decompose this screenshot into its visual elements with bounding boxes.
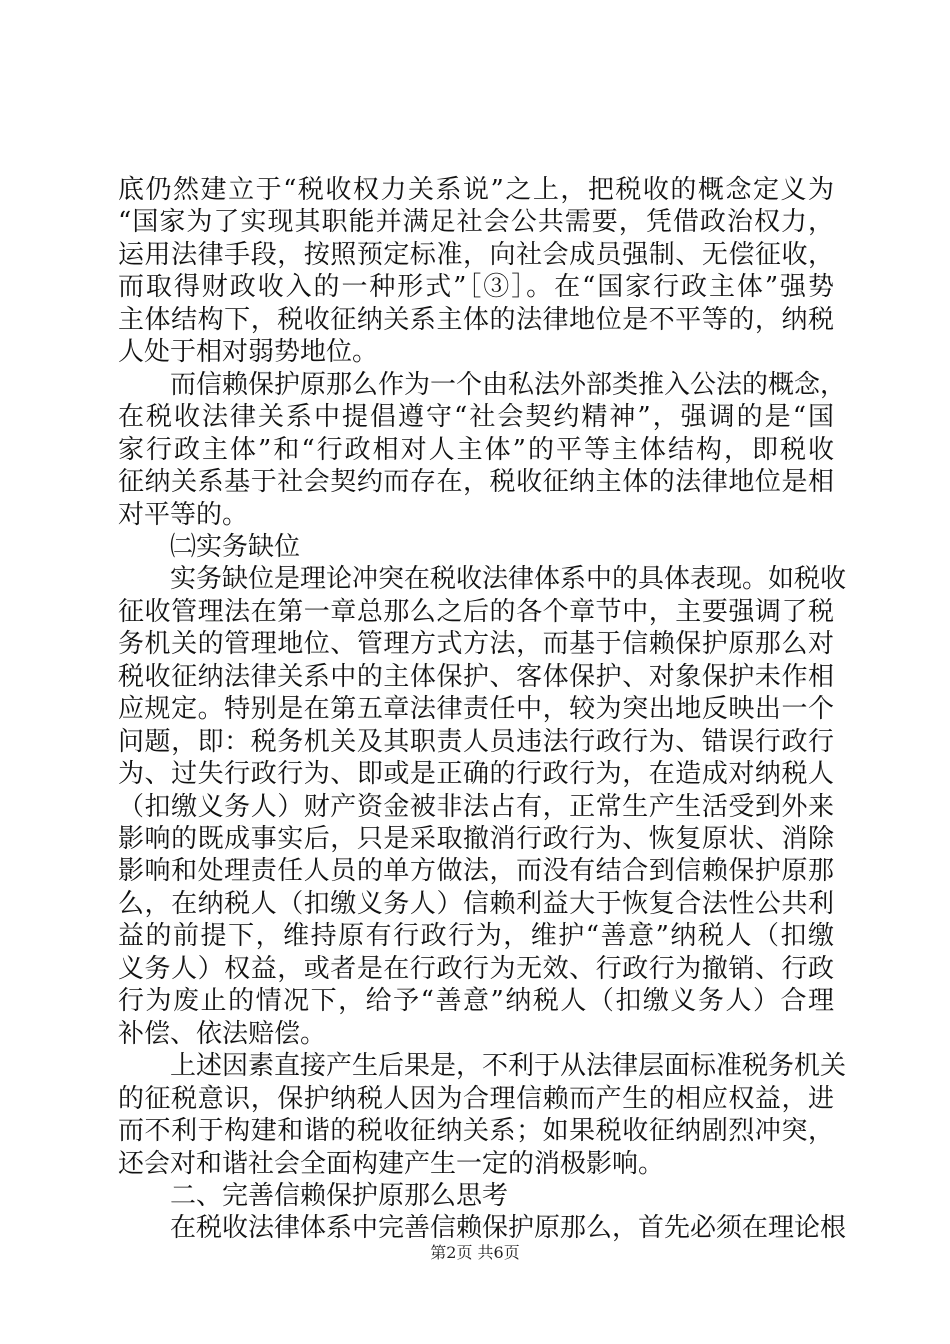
text-line: 底仍然建立于“税收权力关系说”之上，把税收的概念定义为 bbox=[118, 175, 834, 205]
text-line: 益的前提下，维持原有行政行为，维护“善意”纳税人（扣缴 bbox=[118, 921, 834, 952]
text-line: 税收征纳法律关系中的主体保护、客体保护、对象保护未作相 bbox=[118, 661, 834, 692]
text-line: 而信赖保护原那么作为一个由私法外部类推入公法的概念， bbox=[118, 369, 847, 400]
text-line: 征纳关系基于社会契约而存在，税收征纳主体的法律地位是相 bbox=[118, 467, 834, 498]
text-line: 家行政主体”和“行政相对人主体”的平等主体结构，即税收 bbox=[118, 434, 834, 465]
text-line: 影响和处理责任人员的单方做法，而没有结合到信赖保护原那 bbox=[118, 856, 834, 887]
text-line: 么，在纳税人（扣缴义务人）信赖利益大于恢复合法性公共利 bbox=[118, 888, 834, 919]
text-line: 征收管理法在第一章总那么之后的各个章节中，主要强调了税 bbox=[118, 596, 834, 627]
text-line: ㈡实务缺位 bbox=[118, 531, 301, 562]
text-line: （扣缴义务人）财产资金被非法占有，正常生产生活受到外来 bbox=[118, 791, 834, 822]
text-line: 运用法律手段，按照预定标准，向社会成员强制、无偿征收， bbox=[118, 239, 834, 270]
text-line: 义务人）权益，或者是在行政行为无效、行政行为撤销、行政 bbox=[118, 953, 834, 984]
text-line: 主体结构下，税收征纳关系主体的法律地位是不平等的，纳税 bbox=[118, 304, 834, 335]
text-line: 二、完善信赖保护原那么思考 bbox=[118, 1180, 509, 1211]
text-line: 影响的既成事实后，只是采取撤消行政行为、恢复原状、消除 bbox=[118, 824, 834, 854]
text-line: 为、过失行政行为、即或是正确的行政行为，在造成对纳税人 bbox=[118, 759, 834, 790]
text-line: 对平等的。 bbox=[118, 499, 249, 530]
text-line: 实务缺位是理论冲突在税收法律体系中的具体表现。如税收 bbox=[118, 564, 847, 595]
text-line: 还会对和谐社会全面构建产生一定的消极影响。 bbox=[118, 1148, 665, 1179]
text-line: 而取得财政收入的一种形式”［③］。在“国家行政主体”强势 bbox=[118, 272, 834, 303]
text-line: 而不利于构建和谐的税收征纳关系；如果税收征纳剧烈冲突， bbox=[118, 1116, 834, 1147]
text-line: 补偿、依法赔偿。 bbox=[118, 1018, 327, 1049]
text-line: 务机关的管理地位、管理方式方法，而基于信赖保护原那么对 bbox=[118, 629, 834, 660]
text-line: 应规定。特别是在第五章法律责任中，较为突出地反映出一个 bbox=[118, 694, 834, 725]
text-line: 问题，即：税务机关及其职责人员违法行政行为、错误行政行 bbox=[118, 726, 834, 757]
page-footer: 第2页 共6页 bbox=[430, 1243, 520, 1262]
text-line: “国家为了实现其职能并满足社会公共需要，凭借政治权力， bbox=[118, 207, 834, 238]
text-line: 人处于相对弱势地位。 bbox=[118, 337, 379, 368]
text-line: 上述因素直接产生后果是，不利于从法律层面标准税务机关 bbox=[118, 1051, 847, 1082]
text-line: 在税收法律体系中完善信赖保护原那么，首先必须在理论根 bbox=[118, 1213, 847, 1244]
text-line: 在税收法律关系中提倡遵守“社会契约精神”，强调的是“国 bbox=[118, 402, 834, 433]
text-line: 行为废止的情况下，给予“善意”纳税人（扣缴义务人）合理 bbox=[118, 986, 834, 1017]
text-line: 的征税意识，保护纳税人因为合理信赖而产生的相应权益，进 bbox=[118, 1083, 834, 1114]
